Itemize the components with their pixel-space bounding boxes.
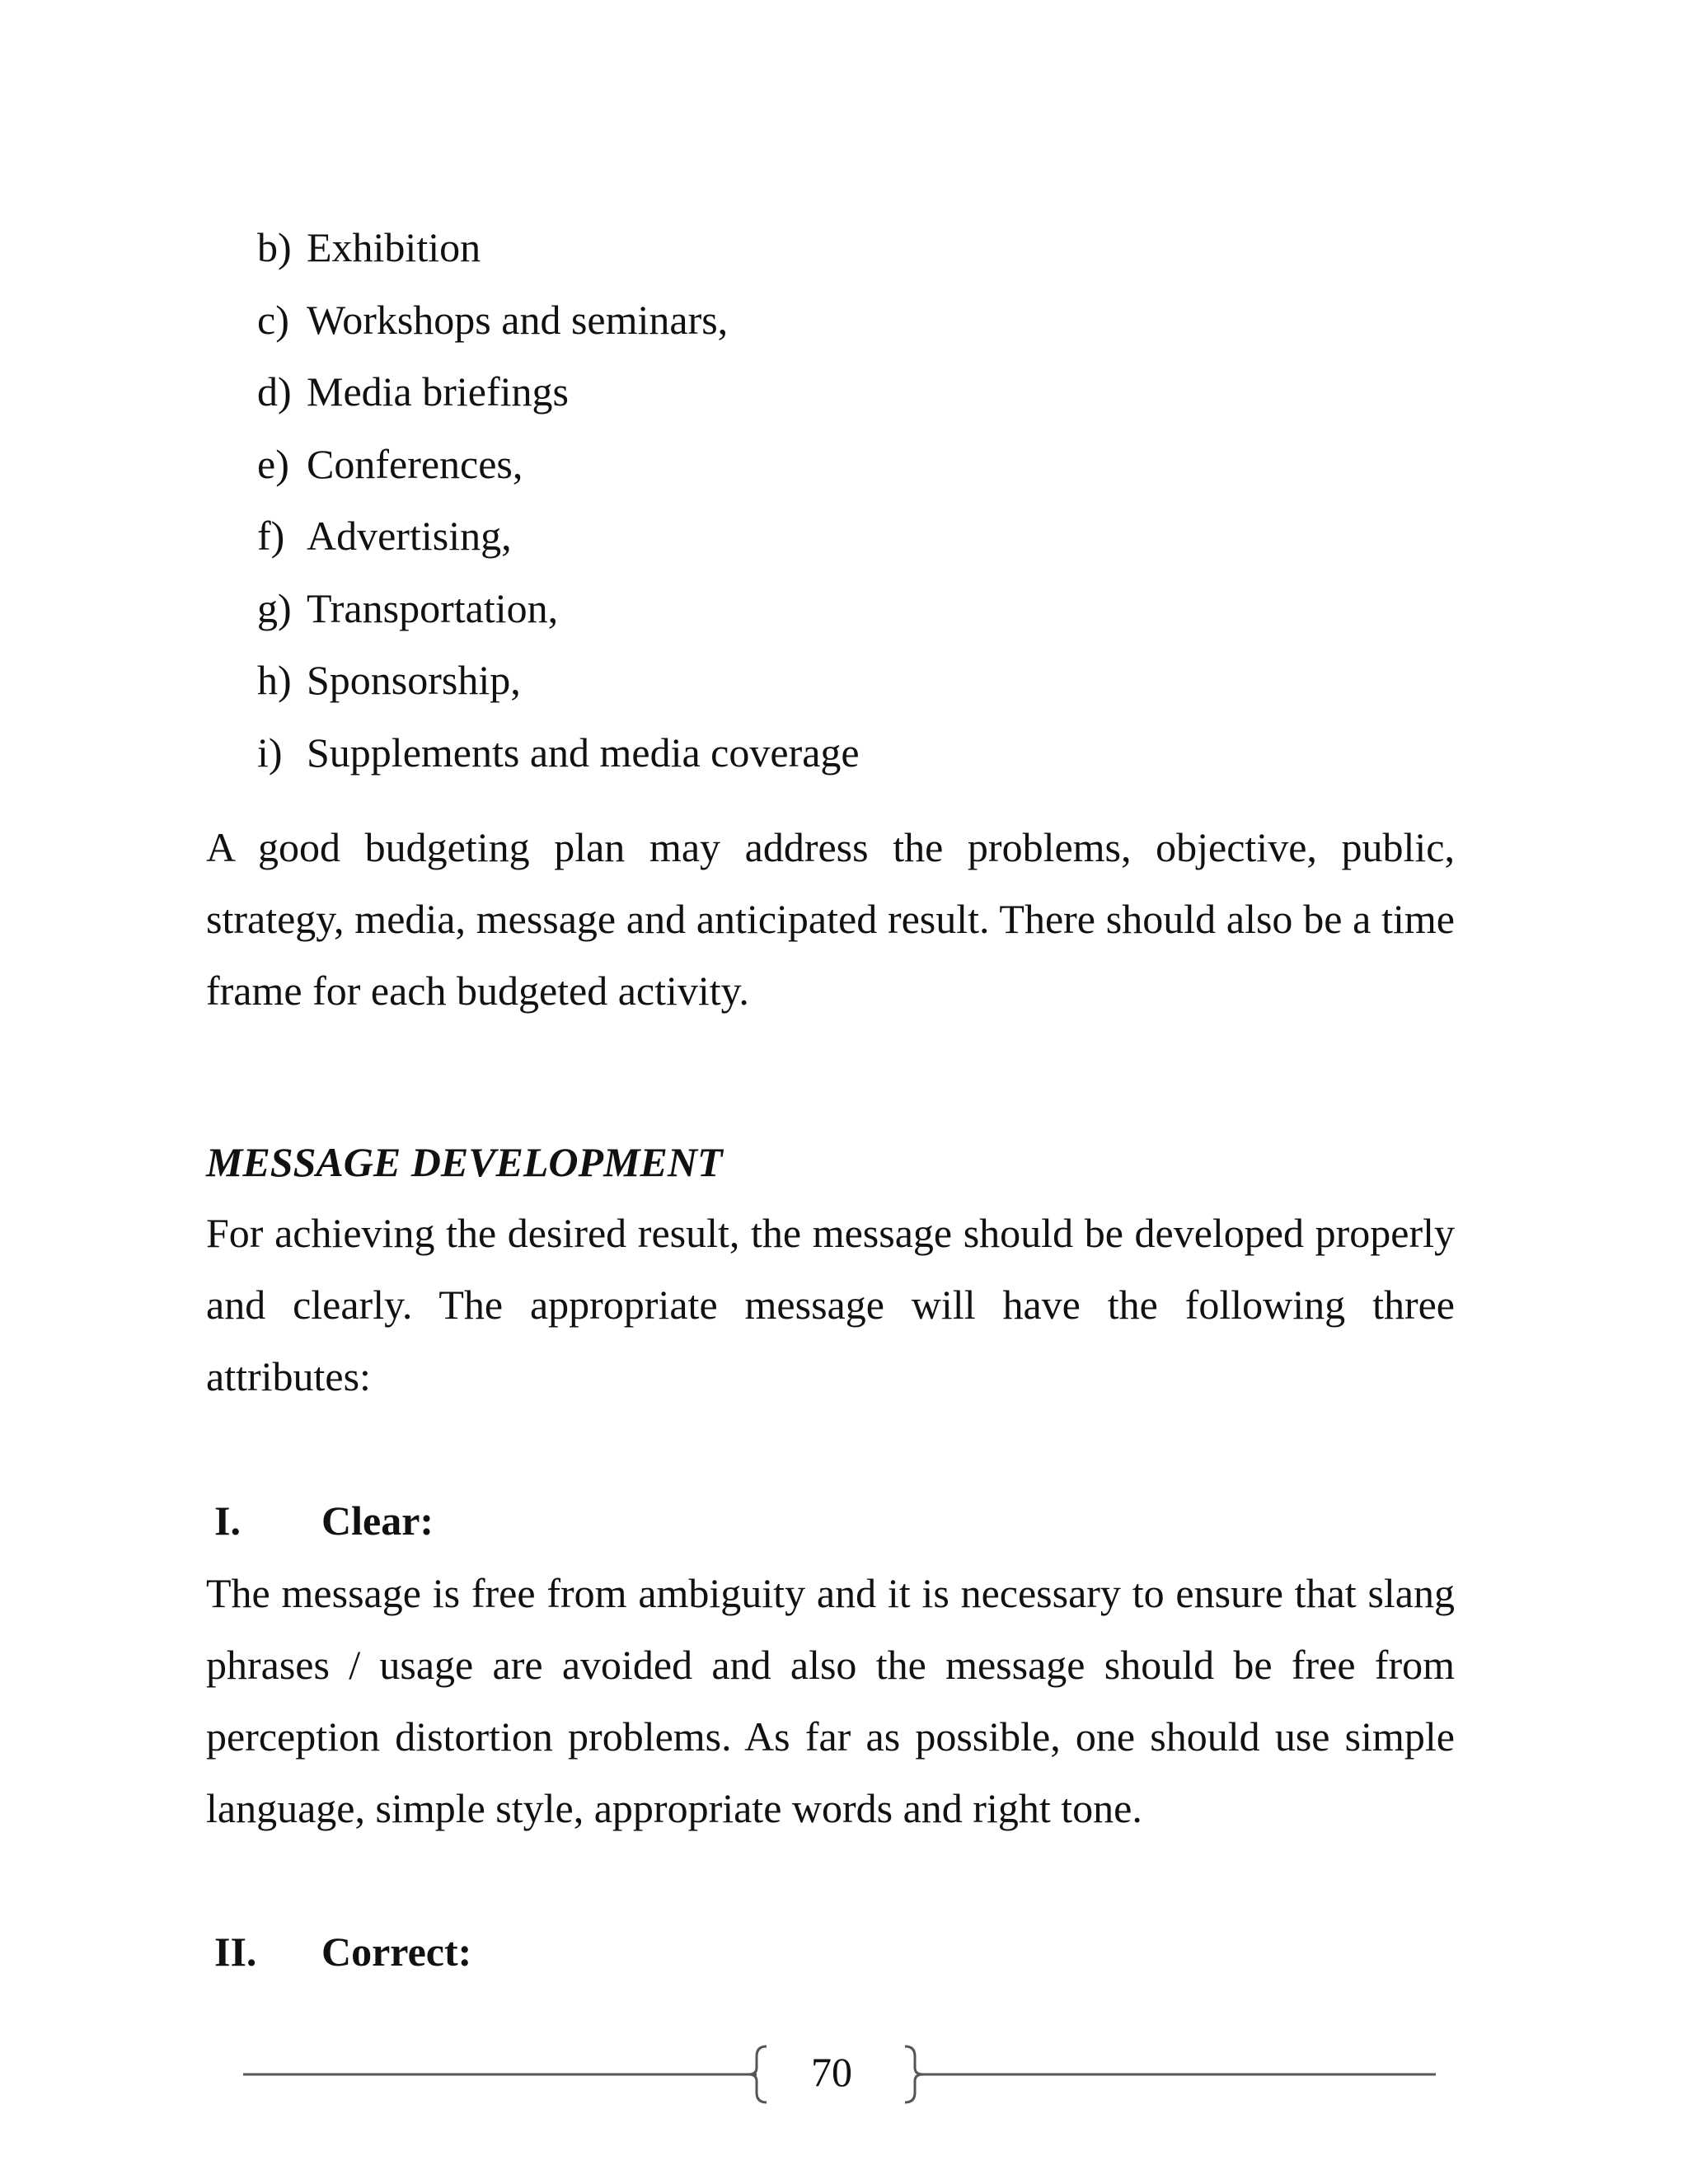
attribute-clear-body: The message is free from ambiguity and it is necessary to ensure that slang phrases / usage are avoided and also the message should be free from perception distortion problems. As far as possible, one should use simple language, simple style, appropriate words and right tone.	[206, 1570, 1455, 1831]
list-marker: f)	[257, 513, 285, 559]
list-item	[257, 435, 860, 508]
list-item	[257, 363, 860, 435]
list-item	[257, 651, 860, 724]
list-marker: b)	[257, 224, 292, 270]
attribute-number: I.	[214, 1497, 241, 1544]
list-item-text: Sponsorship,	[307, 657, 521, 703]
list-item-text: Advertising,	[307, 513, 512, 559]
left-brace-icon	[748, 2046, 767, 2102]
section-intro-paragraph: For achieving the desired result, the message should be developed properly and clearly. The appropriate message will have the following three attributes:	[206, 1210, 1455, 1399]
list-item-text: Conferences,	[307, 440, 523, 487]
section-heading: MESSAGE DEVELOPMENT	[206, 1139, 723, 1185]
list-marker: h)	[257, 657, 292, 703]
page-footer	[0, 2040, 1688, 2114]
activity-list	[257, 218, 860, 795]
attribute-heading-correct	[214, 1923, 471, 1980]
attribute-number: II.	[214, 1929, 257, 1975]
list-item	[257, 507, 860, 579]
list-item-text: Media briefings	[307, 368, 569, 415]
attribute-heading-clear	[214, 1492, 434, 1549]
attribute-title: Correct:	[321, 1929, 472, 1975]
list-item	[257, 579, 860, 652]
budget-paragraph: A good budgeting plan may address the problems, objective, public, strategy, media, message and anticipated result. There should also be a time frame for each budgeted activity.	[206, 824, 1455, 1014]
attribute-title: Clear:	[321, 1497, 434, 1544]
list-marker: g)	[257, 584, 292, 631]
list-item-text: Exhibition	[307, 224, 481, 270]
list-marker: d)	[257, 368, 292, 415]
list-item-text: Supplements and media coverage	[307, 729, 860, 776]
list-item	[257, 291, 860, 363]
page-number: 70	[811, 2049, 852, 2095]
list-item	[257, 218, 860, 291]
list-item	[257, 724, 860, 796]
list-marker: c)	[257, 296, 289, 343]
list-item-text: Workshops and seminars,	[307, 296, 729, 343]
list-marker: e)	[257, 440, 289, 487]
list-marker: i)	[257, 729, 283, 776]
list-item-text: Transportation,	[307, 584, 559, 631]
right-brace-icon	[905, 2046, 923, 2102]
